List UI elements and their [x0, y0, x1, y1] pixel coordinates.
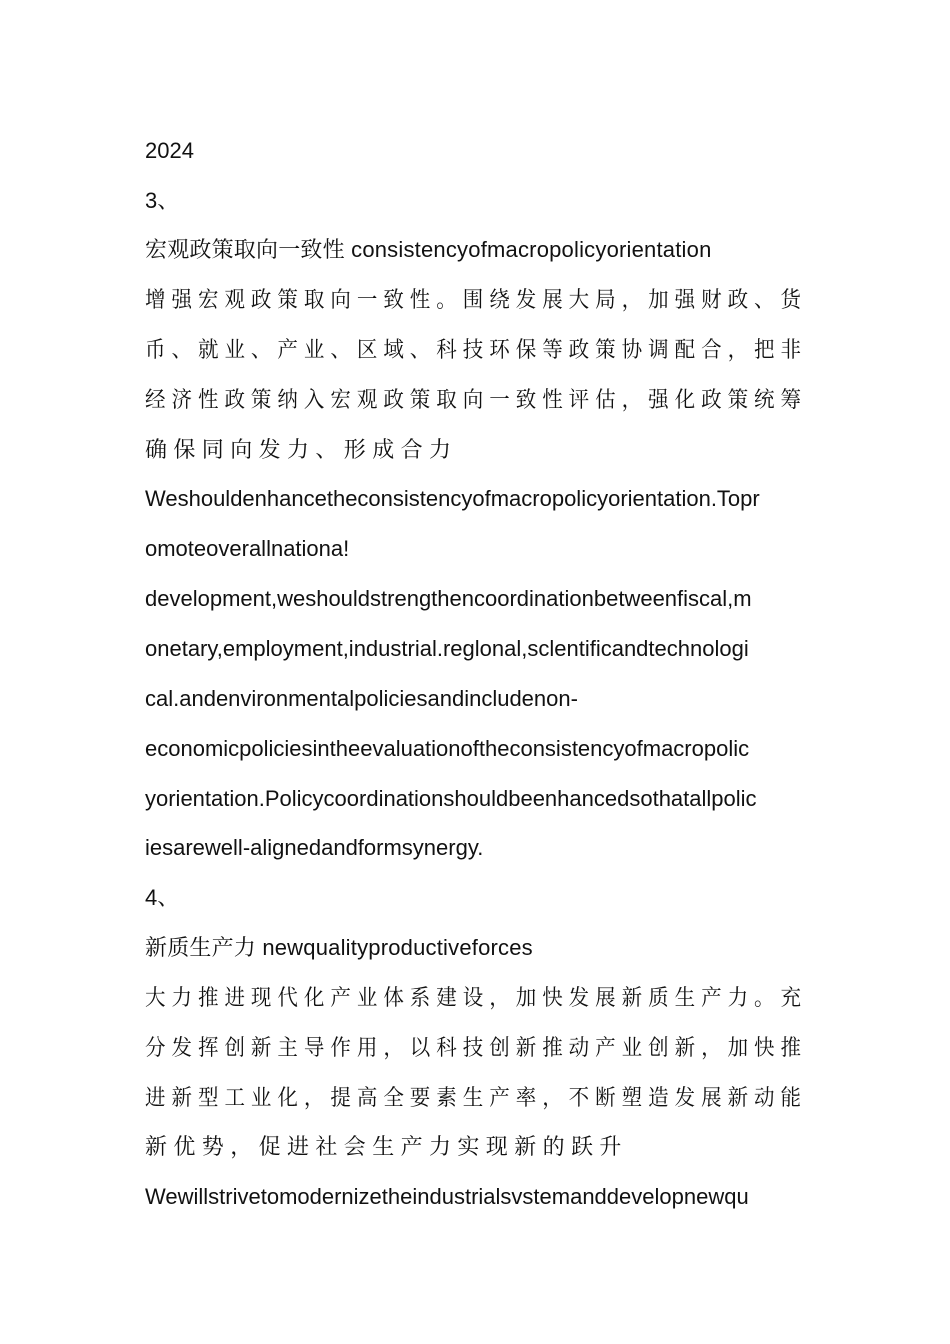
section-4-zh-line: 分发挥创新主导作用，以科技创新推动产业创新，加快推: [145, 1035, 808, 1060]
section-3-en-line: development,weshouldstrengthencoordinationbetweenfiscal,m: [145, 586, 752, 611]
year-label: 2024: [145, 138, 194, 163]
section-3-number: 3、: [145, 188, 180, 213]
section-3-en-line: iesarewell-alignedandformsynergy.: [145, 835, 484, 860]
section-4-number: 4、: [145, 885, 180, 910]
section-3-en-line: Weshouldenhancetheconsistencyofmacropolicyorientation.Topr: [145, 486, 760, 511]
section-3-zh-line: 增强宏观政策取向一致性。围绕发展大局，加强财政、货: [145, 287, 808, 312]
section-3-en-line: yorientation.Policycoordinationshouldbeenhancedsothatallpolic: [145, 786, 757, 811]
section-3-zh-line: 确保同向发力、形成合力: [145, 437, 458, 462]
section-3-zh-line: 经济性政策纳入宏观政策取向一致性评估，强化政策统筹: [145, 387, 808, 412]
section-4-heading: 新质生产力 newqualityproductiveforces: [145, 935, 533, 960]
section-3-zh-line: 币、就业、产业、区域、科技环保等政策协调配合，把非: [145, 337, 808, 362]
section-3-en-line: cal.andenvironmentalpoliciesandincludenon-: [145, 686, 578, 711]
section-3-heading: 宏观政策取向一致性 consistencyofmacropolicyorientation: [145, 237, 712, 262]
section-4-en-line: Wewillstrivetomodernizetheindustrialsvstemanddevelopnewqu: [145, 1184, 749, 1209]
section-4-zh-line: 进新型工业化，提高全要素生产率，不断塑造发展新动能: [145, 1085, 808, 1110]
section-4-zh-line: 新优势，促进社会生产力实现新的跃升: [145, 1134, 628, 1159]
section-3-en-line: onetary,employment,industrial.reglonal,sclentificandtechnologi: [145, 636, 749, 661]
section-3-en-line: economicpoliciesintheevaluationoftheconsistencyofmacropolic: [145, 736, 750, 761]
section-3-en-line: omoteoverallnationa!: [145, 536, 350, 561]
section-4-zh-line: 大力推进现代化产业体系建设，加快发展新质生产力。充: [145, 985, 808, 1010]
